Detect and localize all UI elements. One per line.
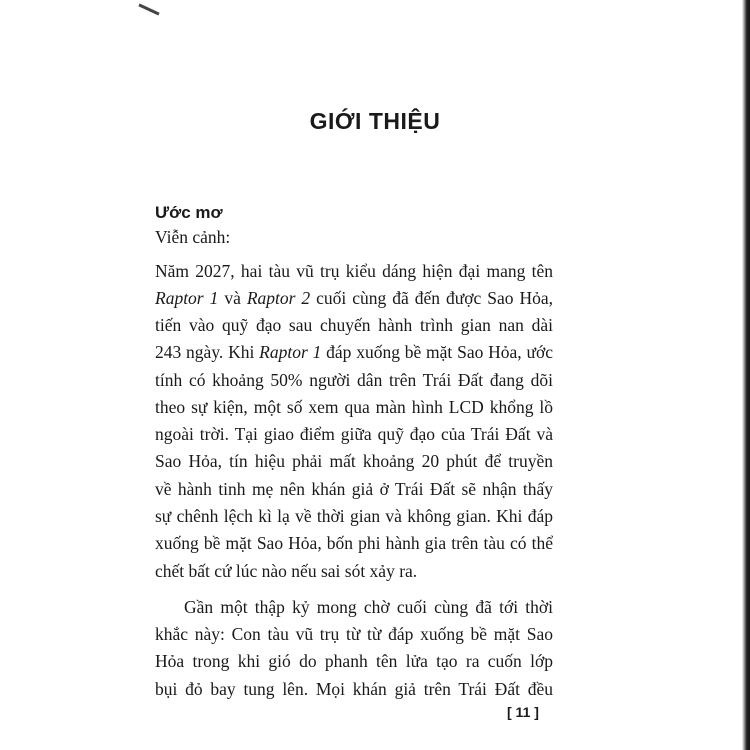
text-line: Hỏa trong khi gió do phanh tên lửa tạo ra cuốn lớp — [155, 651, 553, 671]
text-line: khắc này: Con tàu vũ trụ từ từ đáp xuống bề mặt Sao — [155, 624, 553, 644]
text-line: chết bất cứ lúc nào nếu sai sót xảy ra. — [155, 561, 418, 581]
text-line: tính có khoảng 50% người dân trên Trái Đất đang dõi — [155, 370, 553, 390]
text-line: Raptor 1 và Raptor 2 cuối cùng đã đến được Sao Hỏa, — [155, 288, 553, 308]
scan-mark — [138, 3, 159, 15]
text-line: 243 ngày. Khi Raptor 1 đáp xuống bề mặt Sao Hỏa, ước — [155, 342, 553, 362]
text-line: ngoài trời. Tại giao điểm giữa quỹ đạo của Trái Đất và — [155, 424, 553, 444]
page-number: [ 11 ] — [507, 704, 539, 720]
italic-ship-name: Raptor 2 — [246, 288, 311, 308]
text-line: Năm 2027, hai tàu vũ trụ kiểu dáng hiện đại mang tên — [155, 261, 553, 281]
text-line: bụi đỏ bay tung lên. Mọi khán giả trên Trái Đất đều — [155, 679, 553, 699]
text-line: theo sự kiện, một số xem qua màn hình LCD khổng lồ — [155, 397, 553, 417]
text-line: Sao Hỏa, tín hiệu phải mất khoảng 20 phút để truyền — [155, 451, 553, 471]
italic-ship-name: Raptor 1 — [259, 342, 322, 362]
text-line: về hành tinh mẹ nên khán giả ở Trái Đất sẽ nhận thấy — [155, 479, 553, 499]
chapter-title: GIỚI THIỆU — [309, 108, 441, 134]
text-line: tiến vào quỹ đạo sau chuyến hành trình gian nan dài — [155, 315, 553, 335]
italic-ship-name: Raptor 1 — [155, 288, 219, 308]
section-heading: Ước mơ — [155, 203, 223, 222]
text-line: xuống bề mặt Sao Hỏa, bốn phi hành gia trên tàu có thể — [155, 533, 553, 553]
text-line: Gần một thập kỷ mong chờ cuối cùng đã tới thời — [184, 597, 553, 617]
intro-label: Viễn cảnh: — [155, 227, 231, 247]
text-line: sự chênh lệch kì lạ về thời gian và không gian. Khi đáp — [155, 506, 553, 526]
